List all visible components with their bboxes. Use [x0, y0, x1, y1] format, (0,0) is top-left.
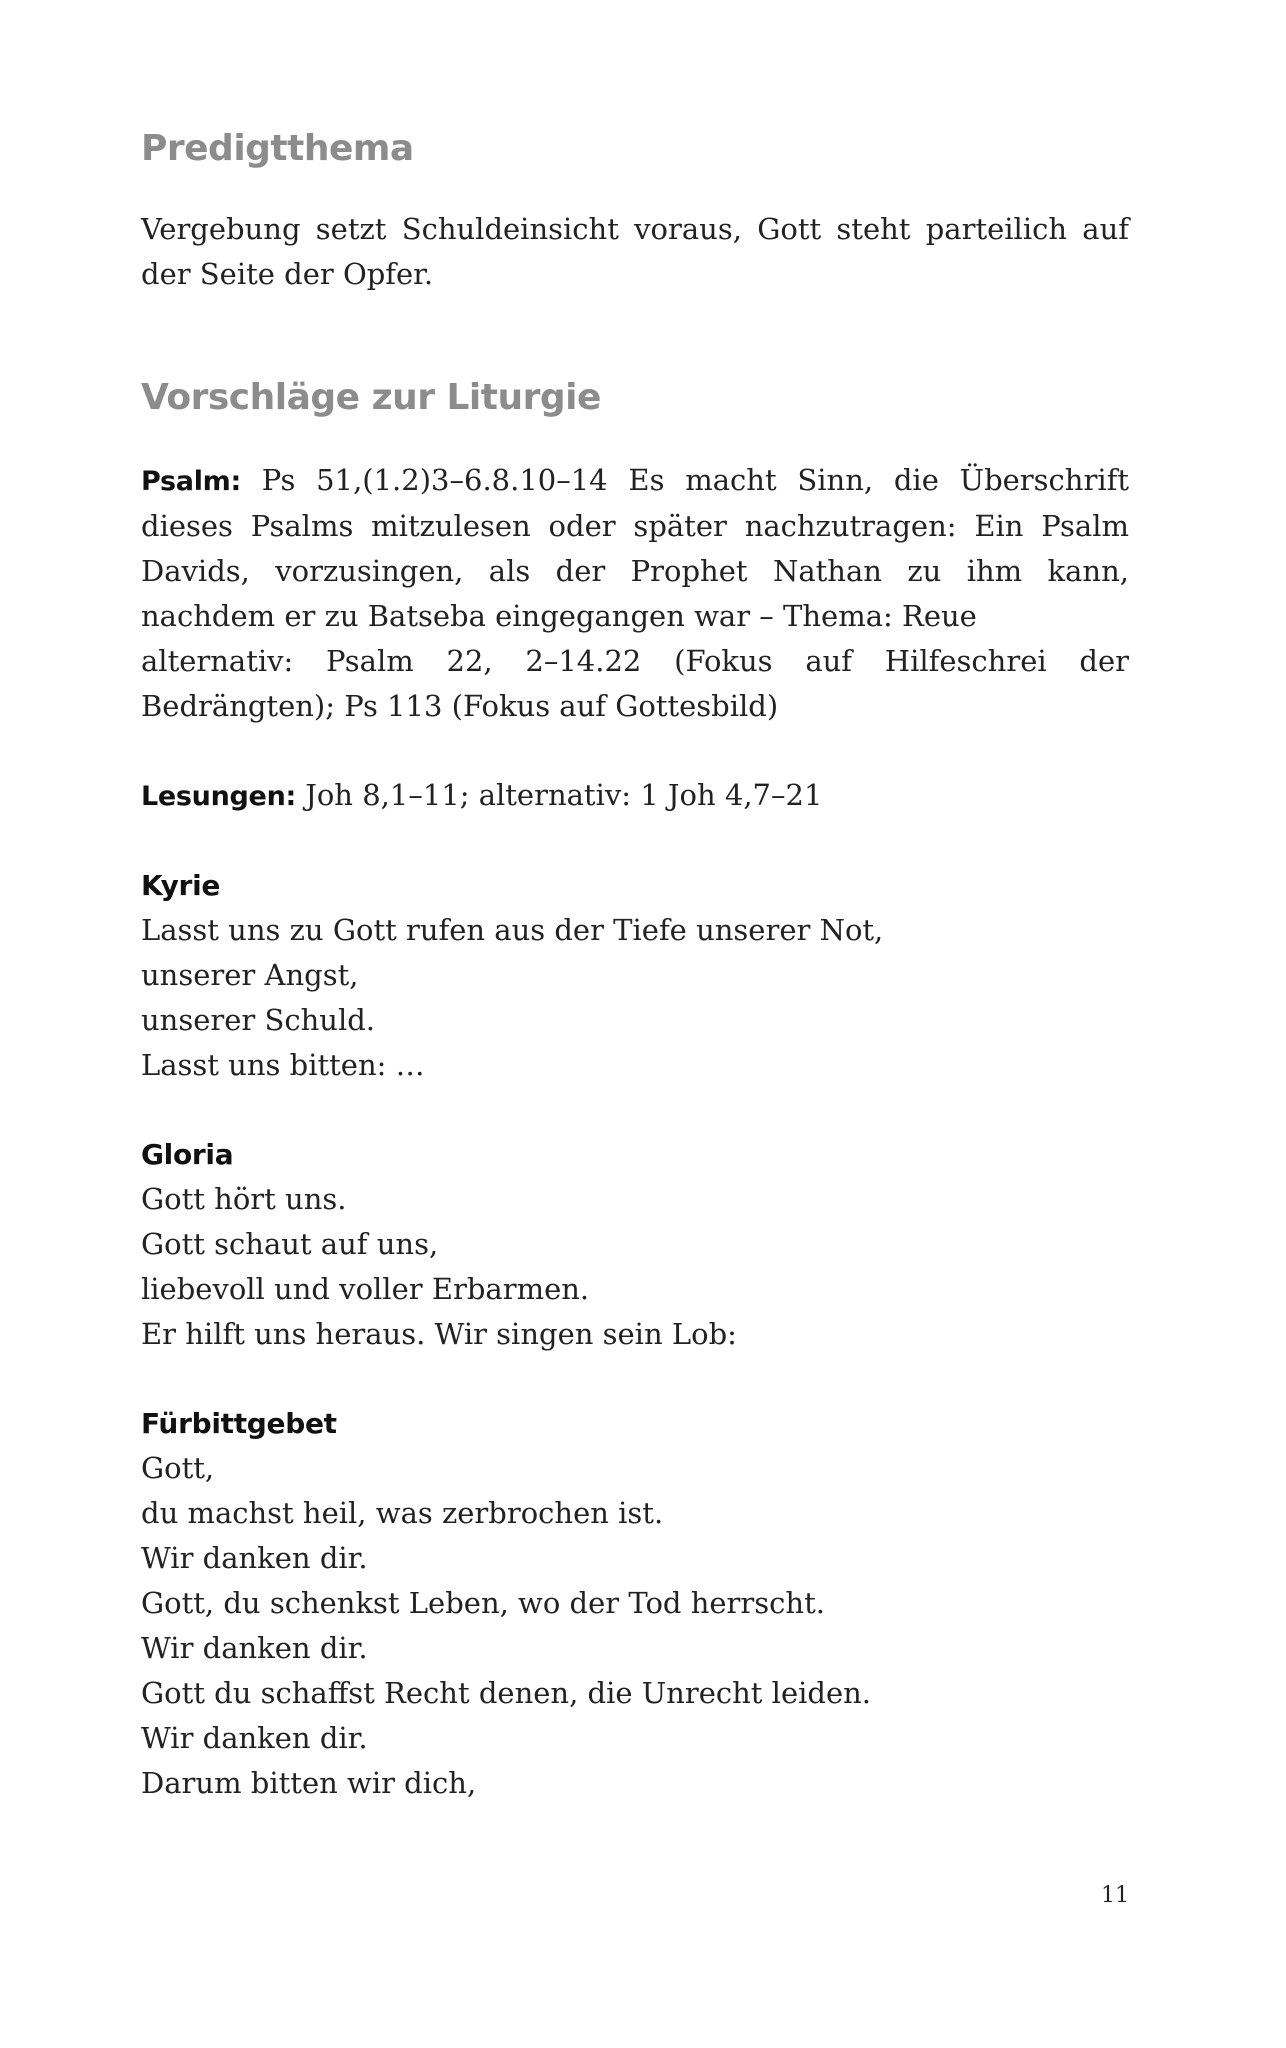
gloria-line: liebevoll und voller Erbarmen.	[141, 1272, 590, 1306]
fuerbittgebet-line: du machst heil, was zerbrochen ist.	[141, 1496, 664, 1530]
kyrie-lines	[141, 908, 1129, 1088]
heading-liturgie: Vorschläge zur Liturgie	[141, 377, 601, 418]
fuerbittgebet-line: Gott,	[141, 1451, 215, 1485]
fuerbittgebet-heading: Fürbittgebet	[141, 1407, 337, 1440]
gloria-line: Gott schaut auf uns,	[141, 1227, 439, 1261]
lesungen-paragraph	[141, 773, 1129, 819]
fuerbittgebet-section	[141, 1401, 1129, 1806]
lesungen-text: Joh 8,1–11; alternativ: 1 Joh 4,7–21	[305, 778, 823, 812]
gloria-section	[141, 1132, 1129, 1357]
kyrie-section	[141, 863, 1129, 1088]
gloria-heading: Gloria	[141, 1138, 234, 1171]
gloria-line: Er hilft uns heraus. Wir singen sein Lob:	[141, 1317, 737, 1351]
psalm-alternative: alternativ: Psalm 22, 2–14.22 (Fokus auf Hilfeschrei der Bedrängten); Ps 113 (Fokus auf Gottesbild)	[141, 644, 1129, 723]
page-content	[141, 128, 1129, 1806]
fuerbittgebet-line: Darum bitten wir dich,	[141, 1766, 477, 1800]
page-number: 11	[1101, 1883, 1129, 1908]
kyrie-line: Lasst uns zu Gott rufen aus der Tiefe unserer Not,	[141, 913, 884, 947]
psalm-block	[141, 458, 1129, 729]
kyrie-line: unserer Angst,	[141, 958, 359, 992]
kyrie-line: unserer Schuld.	[141, 1003, 376, 1037]
fuerbittgebet-line: Wir danken dir.	[141, 1541, 368, 1575]
kyrie-line: Lasst uns bitten: …	[141, 1048, 425, 1082]
fuerbittgebet-line: Gott du schaffst Recht denen, die Unrecht leiden.	[141, 1676, 872, 1710]
fuerbittgebet-line: Wir danken dir.	[141, 1721, 368, 1755]
gloria-lines	[141, 1177, 1129, 1357]
fuerbittgebet-line: Wir danken dir.	[141, 1631, 368, 1665]
lesungen-label: Lesungen:	[141, 781, 296, 812]
fuerbittgebet-lines	[141, 1446, 1129, 1806]
predigtthema-text: Vergebung setzt Schuldeinsicht voraus, Gott steht parteilich auf der Seite der Opfer.	[141, 212, 1129, 291]
psalm-text: Ps 51,(1.2)3–6.8.10–14 Es macht Sinn, die Überschrift dieses Psalms mitzulesen oder später nachzutragen: Ein Psalm Davids, vorzusingen, als der Prophet Nathan zu ihm kann, nachdem er zu Batseba eingegangen war – Thema: Reue	[141, 463, 1129, 633]
heading-predigtthema: Predigtthema	[141, 128, 414, 169]
fuerbittgebet-line: Gott, du schenkst Leben, wo der Tod herrscht.	[141, 1586, 825, 1620]
psalm-paragraph	[141, 458, 1129, 639]
psalm-label: Psalm:	[141, 466, 241, 497]
gloria-line: Gott hört uns.	[141, 1182, 347, 1216]
kyrie-heading: Kyrie	[141, 869, 221, 902]
